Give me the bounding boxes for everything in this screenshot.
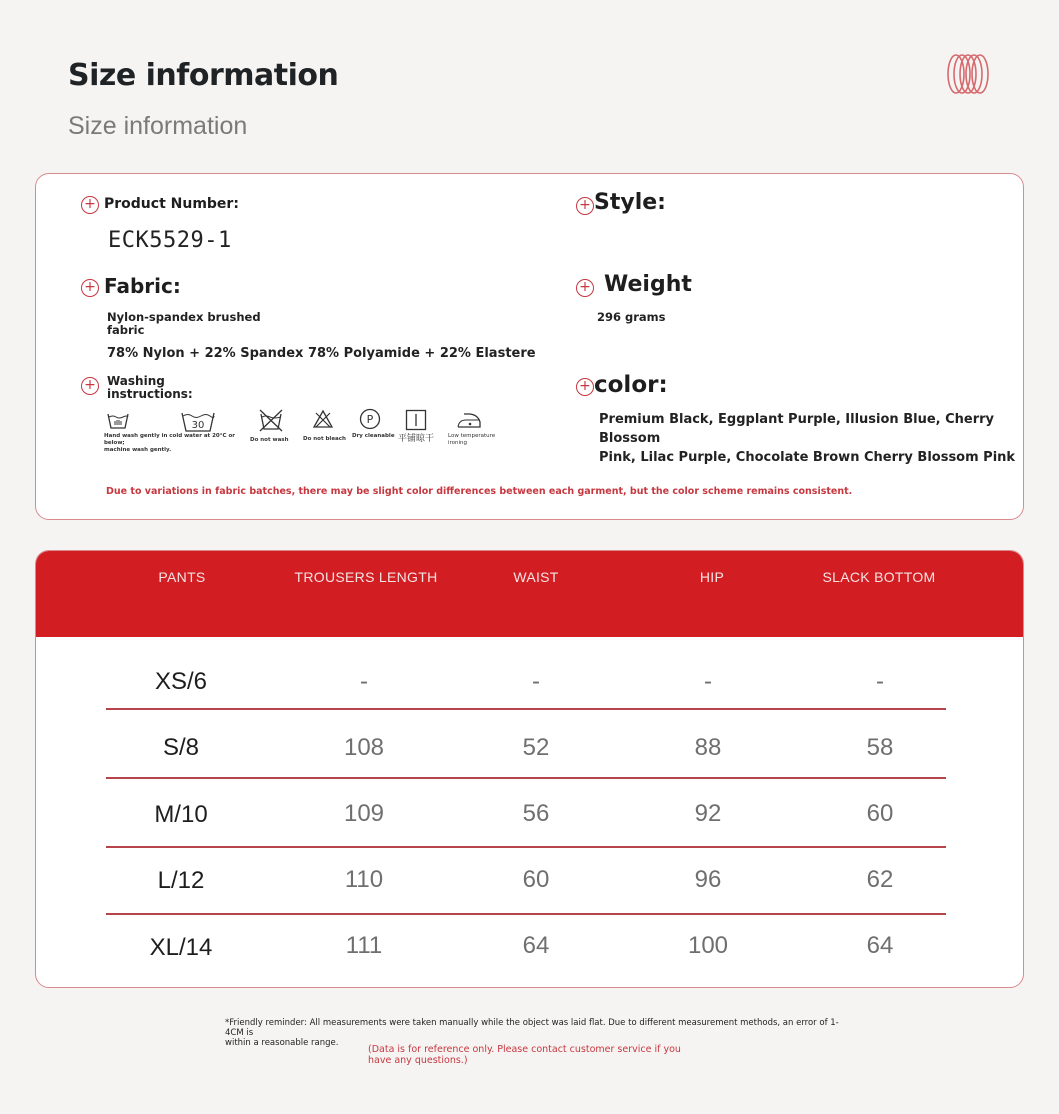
- product-number-value: ECK5529-1: [108, 228, 232, 253]
- table-row-size: XS/6: [154, 668, 208, 695]
- table-cell: 96: [694, 866, 722, 893]
- fabric-label: Fabric:: [104, 274, 181, 298]
- table-cell: 60: [866, 800, 894, 827]
- washing-label-line2: instructions:: [107, 387, 193, 401]
- table-cell: 64: [522, 932, 550, 959]
- header-trousers-length: TROUSERS LENGTH: [294, 569, 438, 585]
- dry-flat-icon: [405, 409, 427, 431]
- dry-flat-caption: 平铺晾干: [398, 434, 435, 444]
- row-divider: [106, 777, 946, 779]
- washing-label-line1: Washing: [107, 374, 165, 388]
- table-cell: 58: [866, 734, 894, 761]
- row-divider: [106, 913, 946, 915]
- do-not-bleach-icon: [312, 409, 334, 429]
- do-not-wash-caption: Do not wash: [250, 437, 289, 443]
- plus-circle-icon: +: [81, 377, 99, 395]
- do-not-wash-icon: [258, 408, 284, 432]
- wash-30-icon: [180, 409, 216, 433]
- plus-circle-icon: +: [576, 378, 594, 396]
- row-divider: [106, 846, 946, 848]
- table-cell: 92: [694, 800, 722, 827]
- low-temp-iron-caption: Low temperature ironing: [448, 433, 496, 446]
- svg-text:P: P: [366, 413, 374, 426]
- table-cell: 60: [522, 866, 550, 893]
- table-cell: 62: [866, 866, 894, 893]
- style-label: Style:: [594, 190, 666, 215]
- svg-text:30: 30: [191, 420, 205, 431]
- table-cell: -: [360, 668, 368, 695]
- page-subtitle: Size information: [68, 112, 248, 140]
- fabric-type-line2: fabric: [107, 323, 145, 337]
- table-row-size: S/8: [162, 734, 200, 761]
- dry-clean-icon: [359, 408, 381, 430]
- row-divider: [106, 708, 946, 710]
- page-title: Size information: [68, 58, 339, 93]
- table-cell: 100: [687, 932, 729, 959]
- size-table: [35, 550, 1024, 988]
- plus-circle-icon: +: [576, 197, 594, 215]
- table-cell: 109: [343, 800, 385, 827]
- plus-circle-icon: +: [81, 196, 99, 214]
- product-info-card: [35, 173, 1024, 520]
- table-cell: 111: [345, 932, 383, 959]
- color-variation-note: Due to variations in fabric batches, there may be slight color differences between each garment, but the color scheme remains consistent.: [106, 486, 853, 497]
- table-cell: 110: [344, 866, 384, 893]
- table-row-size: XL/14: [149, 934, 213, 961]
- plus-circle-icon: +: [576, 279, 594, 297]
- table-cell: 52: [522, 734, 550, 761]
- table-cell: 56: [522, 800, 550, 827]
- low-temp-iron-icon: [456, 410, 482, 430]
- table-cell: -: [876, 668, 884, 695]
- do-not-bleach-caption: Do not bleach: [303, 436, 346, 442]
- table-cell: 88: [694, 734, 722, 761]
- weight-label: Weight: [604, 272, 692, 297]
- table-row-size: M/10: [154, 801, 208, 828]
- header-slack-bottom: SLACK BOTTOM: [822, 569, 936, 585]
- plus-circle-icon: +: [81, 279, 99, 297]
- header-pants: PANTS: [158, 569, 206, 585]
- table-row-size: L/12: [157, 867, 205, 894]
- hand-wash-icon: [106, 410, 130, 430]
- color-label: color:: [594, 372, 668, 398]
- dry-clean-caption: Dry cleanable: [352, 433, 395, 439]
- brand-rings-logo: [946, 53, 990, 95]
- table-cell: -: [532, 668, 540, 695]
- table-cell: 64: [866, 932, 894, 959]
- table-header: [36, 551, 1023, 637]
- weight-value: 296 grams: [597, 310, 666, 324]
- measurement-reminder: *Friendly reminder: All measurements were taken manually while the object was laid flat. Due to different measurement methods, an error of 1-4CM is within a reasonable range.: [225, 1018, 839, 1048]
- fabric-composition: 78% Nylon + 22% Spandex 78% Polyamide + 22% Elastere: [107, 346, 536, 361]
- reference-note: (Data is for reference only. Please contact customer service if you have any questions.): [368, 1044, 681, 1066]
- product-number-label: Product Number:: [104, 196, 239, 212]
- color-options: Premium Black, Eggplant Purple, Illusion Blue, Cherry Blossom Pink, Lilac Purple, Chocolate Brown Cherry Blossom Pink: [599, 412, 1016, 465]
- header-hip: HIP: [699, 569, 725, 585]
- hand-wash-caption: Hand wash gently in cold water at 20°C or below; machine wash gently.: [104, 433, 235, 453]
- table-cell: -: [704, 668, 712, 695]
- fabric-type-line1: Nylon-spandex brushed: [107, 310, 261, 324]
- header-waist: WAIST: [513, 569, 559, 585]
- table-cell: 108: [343, 734, 385, 761]
